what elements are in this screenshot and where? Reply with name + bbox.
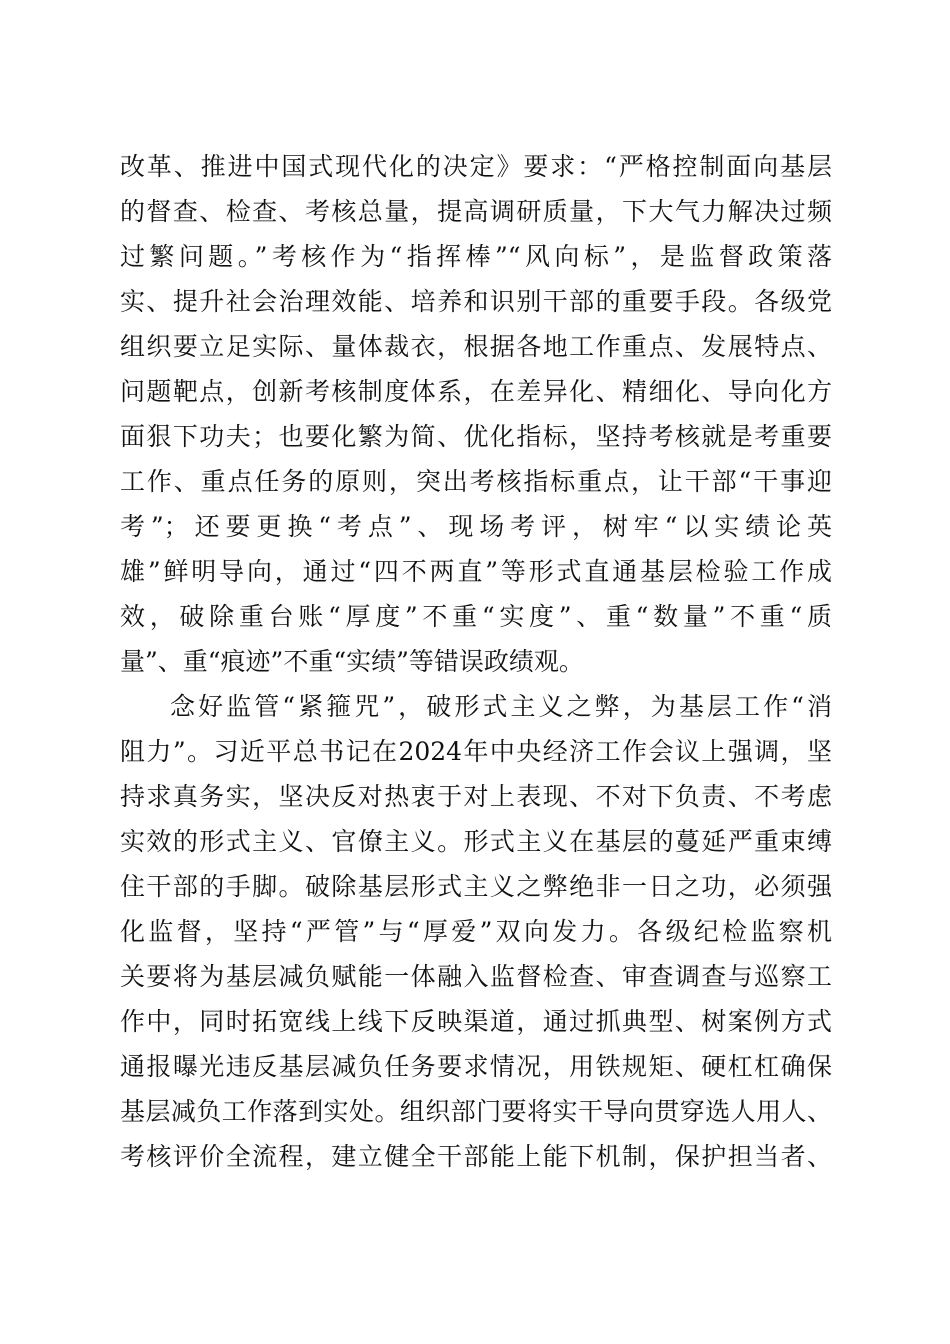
paragraph-line: 问题靶点，创新考核制度体系，在差异化、精细化、导向化方 [120, 377, 832, 406]
body-text [120, 144, 832, 1179]
paragraph-line: 实效的形式主义、官僚主义。形式主义在基层的蔓延严重束缚 [120, 827, 832, 856]
paragraph-1 [120, 144, 832, 684]
paragraph-line: 通报曝光违反基层减负任务要求情况，用铁规矩、硬杠杠确保 [120, 1052, 832, 1081]
paragraph-line: 工作、重点任务的原则，突出考核指标重点，让干部“干事迎 [120, 467, 832, 496]
paragraph-line: 考核评价全流程，建立健全干部能上能下机制，保护担当者、 [120, 1142, 832, 1171]
paragraph-line: 考”；还要更换“考点”、现场考评，树牢“以实绩论英 [120, 512, 832, 541]
paragraph-line: 关要将为基层减负赋能一体融入监督检查、审查调查与巡察工 [120, 962, 832, 991]
paragraph-line: 量”、重“痕迹”不重“实绩”等错误政绩观。 [120, 647, 584, 676]
paragraph-2 [120, 684, 832, 1179]
paragraph-line: 改革、推进中国式现代化的决定》要求：“严格控制面向基层 [120, 152, 832, 181]
paragraph-line: 实、提升社会治理效能、培养和识别干部的重要手段。各级党 [120, 287, 832, 316]
paragraph-line: 念好监管“紧箍咒”，破形式主义之弊，为基层工作“消 [170, 692, 832, 721]
paragraph-line: 住干部的手脚。破除基层形式主义之弊绝非一日之功，必须强 [120, 872, 832, 901]
paragraph-line: 阻力”。习近平总书记在2024年中央经济工作会议上强调，坚 [120, 737, 832, 766]
paragraph-line: 过繁问题。”考核作为“指挥棒”“风向标”，是监督政策落 [120, 242, 832, 271]
paragraph-line: 雄”鲜明导向，通过“四不两直”等形式直通基层检验工作成 [120, 557, 832, 586]
paragraph-line: 效，破除重台账“厚度”不重“实度”、重“数量”不重“质 [120, 602, 832, 631]
paragraph-line: 作中，同时拓宽线上线下反映渠道，通过抓典型、树案例方式 [120, 1007, 832, 1036]
paragraph-line: 基层减负工作落到实处。组织部门要将实干导向贯穿选人用人、 [120, 1097, 832, 1126]
paragraph-line: 面狠下功夫；也要化繁为简、优化指标，坚持考核就是考重要 [120, 422, 832, 451]
paragraph-line: 组织要立足实际、量体裁衣，根据各地工作重点、发展特点、 [120, 332, 832, 361]
paragraph-line: 持求真务实，坚决反对热衷于对上表现、不对下负责、不考虑 [120, 782, 832, 811]
paragraph-line: 的督查、检查、考核总量，提高调研质量，下大气力解决过频 [120, 197, 832, 226]
paragraph-line: 化监督，坚持“严管”与“厚爱”双向发力。各级纪检监察机 [120, 917, 832, 946]
